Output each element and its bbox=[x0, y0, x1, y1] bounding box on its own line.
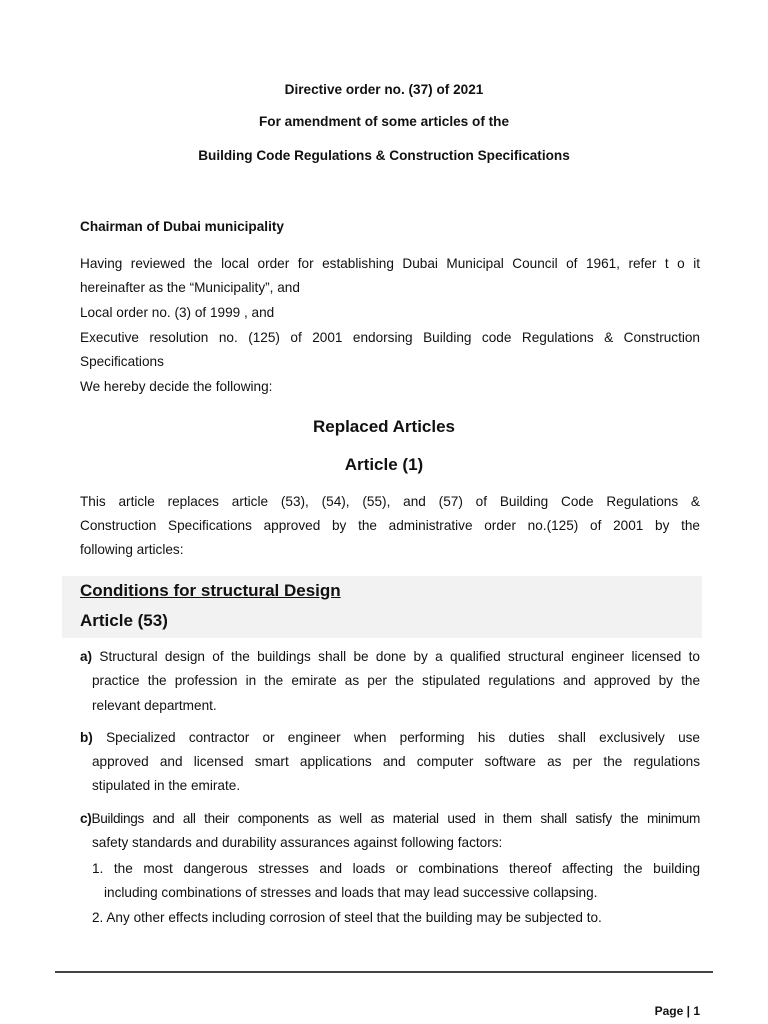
preamble-line: We hereby decide the following: bbox=[80, 379, 273, 394]
footer-divider bbox=[55, 971, 713, 973]
item-b-line: approved and licensed smart applications and computer software as per the regulations bbox=[92, 754, 700, 769]
document-title: Directive order no. (37) of 2021 bbox=[284, 82, 484, 97]
article-53-title: Article (53) bbox=[80, 611, 168, 630]
item-a-line bbox=[80, 648, 700, 666]
item-c-line: safety standards and durability assurances against following factors: bbox=[92, 835, 503, 850]
item-b-line bbox=[80, 729, 700, 747]
section-title: Replaced Articles bbox=[312, 417, 456, 436]
page-number-value: 1 bbox=[693, 1004, 700, 1018]
item-a-line: practice the profession in the emirate as per the stipulated regulations and approved by the bbox=[92, 673, 700, 688]
item-c-sub: including combinations of stresses and loads that may lead successive collapsing. bbox=[104, 885, 598, 900]
preamble-line: Local order no. (3) of 1999 , and bbox=[80, 305, 275, 320]
item-b-text: Specialized contractor or engineer when performing his duties shall exclusively use bbox=[92, 730, 700, 745]
issuer: Chairman of Dubai municipality bbox=[80, 219, 284, 234]
item-c-sub: 2. Any other effects including corrosion of steel that the building may be subjected to. bbox=[92, 910, 602, 925]
page-number bbox=[655, 1002, 700, 1020]
conditions-heading: Conditions for structural Design bbox=[80, 581, 341, 600]
article-1-title: Article (1) bbox=[344, 455, 424, 474]
article-1-line: following articles: bbox=[80, 542, 184, 557]
preamble-line: Executive resolution no. (125) of 2001 endorsing Building code Regulations & Construction bbox=[80, 330, 700, 345]
document-subtitle-2: Building Code Regulations & Construction Specifications bbox=[198, 148, 570, 163]
page-label: Page bbox=[654, 1004, 684, 1018]
page-separator: | bbox=[686, 1004, 690, 1018]
article-1-line: This article replaces article (53), (54), (55), and (57) of Building Code Regulations & bbox=[80, 494, 700, 509]
item-c-text: Buildings and all their components as well as material used in them shall satisfy the minimum bbox=[91, 811, 700, 826]
item-b-label: b) bbox=[80, 730, 93, 745]
item-c-sub: 1. the most dangerous stresses and loads or combinations thereof affecting the building bbox=[92, 861, 700, 876]
document-subtitle: For amendment of some articles of the bbox=[258, 114, 510, 129]
item-a-line: relevant department. bbox=[92, 698, 217, 713]
item-b-line: stipulated in the emirate. bbox=[92, 778, 241, 793]
preamble-line: Specifications bbox=[80, 354, 164, 369]
item-a-text: Structural design of the buildings shall be done by a qualified structural engineer licensed to bbox=[92, 649, 700, 664]
item-c-label: c) bbox=[80, 811, 92, 826]
item-a-label: a) bbox=[80, 649, 93, 664]
preamble-line: Having reviewed the local order for establishing Dubai Municipal Council of 1961, refer t o it bbox=[80, 256, 700, 271]
article-1-line: Construction Specifications approved by the administrative order no.(125) of 2001 by the bbox=[80, 518, 700, 533]
preamble-line: hereinafter as the “Municipality”, and bbox=[80, 280, 300, 295]
item-c-line bbox=[80, 810, 700, 828]
